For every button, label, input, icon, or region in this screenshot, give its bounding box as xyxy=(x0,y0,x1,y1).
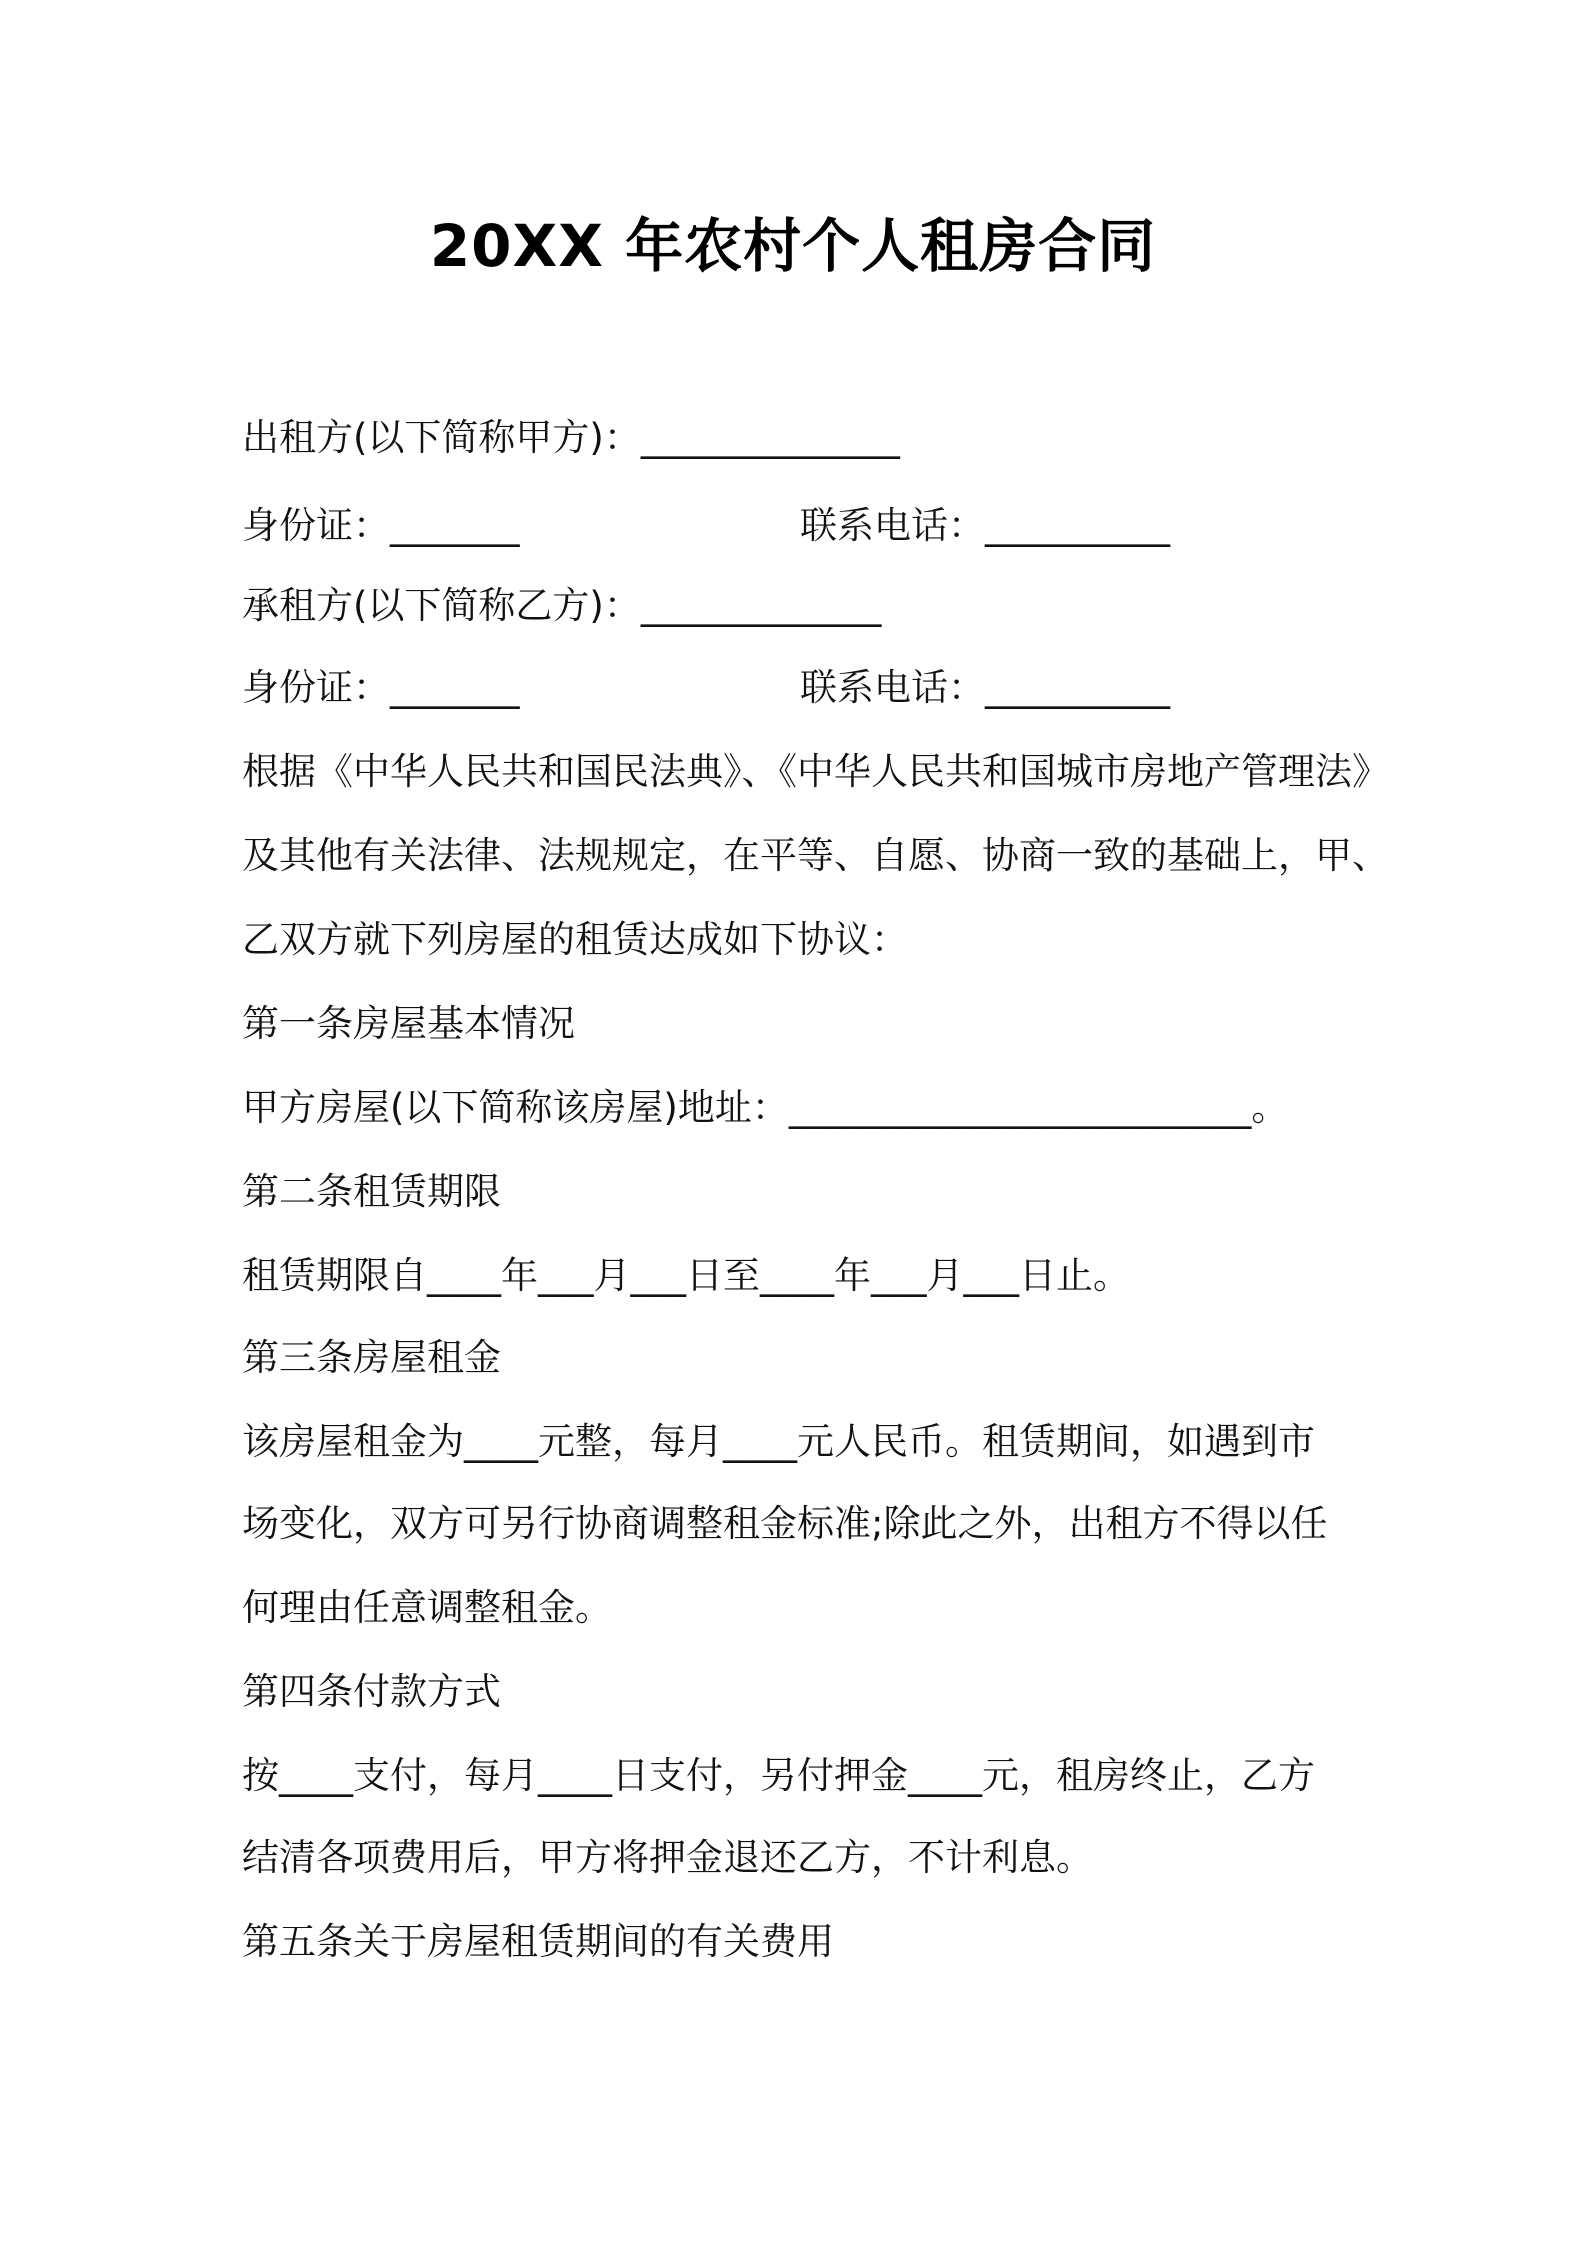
article-1-heading: 第一条房屋基本情况 xyxy=(242,1002,575,1045)
party-a-id-line: 身份证：_______ xyxy=(242,504,520,547)
party-b-phone-line: 联系电话：__________ xyxy=(800,666,1170,709)
article-2-heading: 第二条租赁期限 xyxy=(242,1170,501,1213)
preamble-line-3: 乙双方就下列房屋的租赁达成如下协议： xyxy=(242,918,908,961)
article-4-line-2: 结清各项费用后，甲方将押金退还乙方，不计利息。 xyxy=(242,1836,1093,1879)
article-2-term-line: 租赁期限自____年___月___日至____年___月___日止。 xyxy=(242,1254,1130,1297)
party-b-line: 承租方(以下简称乙方)：_____________ xyxy=(242,584,882,627)
article-4-heading: 第四条付款方式 xyxy=(242,1670,501,1713)
article-3-heading: 第三条房屋租金 xyxy=(242,1336,501,1379)
article-3-line-1: 该房屋租金为____元整，每月____元人民币。租赁期间，如遇到市 xyxy=(242,1420,1315,1463)
party-a-phone-line: 联系电话：__________ xyxy=(800,504,1170,547)
preamble-line-1: 根据《中华人民共和国民法典》、《中华人民共和国城市房地产管理法》 xyxy=(242,750,1389,793)
article-1-address-line: 甲方房屋(以下简称该房屋)地址：_________________________。 xyxy=(242,1086,1289,1129)
party-b-id-line: 身份证：_______ xyxy=(242,666,520,709)
article-5-heading: 第五条关于房屋租赁期间的有关费用 xyxy=(242,1920,834,1963)
article-4-line-1: 按____支付，每月____日支付，另付押金____元，租房终止，乙方 xyxy=(242,1754,1315,1797)
party-a-line: 出租方(以下简称甲方)：______________ xyxy=(242,416,900,459)
article-3-line-3: 何理由任意调整租金。 xyxy=(242,1586,612,1629)
preamble-line-2: 及其他有关法律、法规规定，在平等、自愿、协商一致的基础上，甲、 xyxy=(242,834,1389,877)
article-3-line-2: 场变化，双方可另行协商调整租金标准;除此之外，出租方不得以任 xyxy=(242,1502,1328,1545)
document-title: 20XX 年农村个人租房合同 xyxy=(429,212,1157,280)
